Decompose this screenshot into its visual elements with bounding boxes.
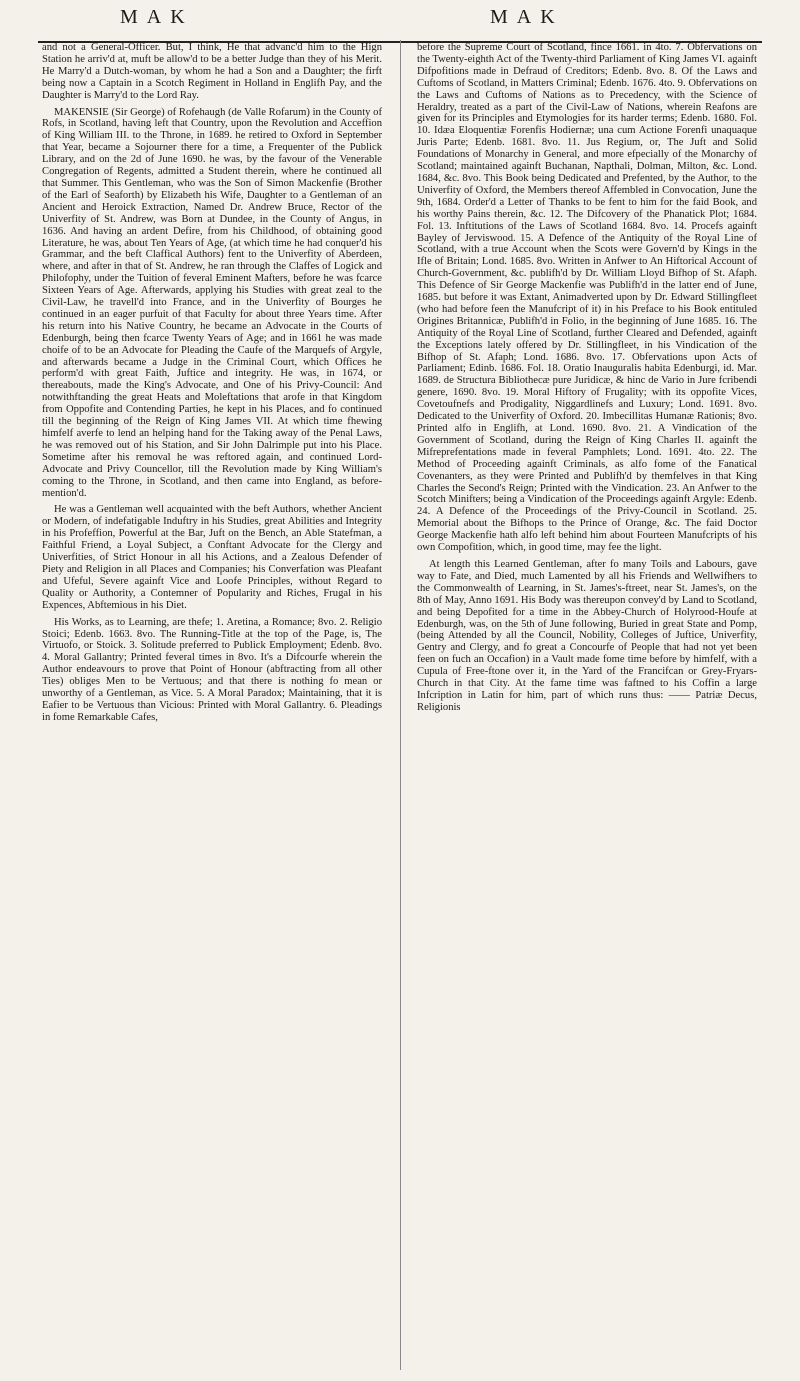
paragraph: MAKENSIE (Sir George) of Rofehaugh (de Valle Rofarum) in the County of Rofs, in Scotland, having left that Country, upon the Revolution and Acceffion of King William III. to the Throne, in 1689. he retired to Oxford in September that Year, became a Sojourner there for a time, a Frequenter of the Publick Library, and on the 2d of June 1690. he was, by the favour of the Venerable Congregation of Regents, admitted a Student therein, where he continued all that Summer. This Gentleman, who was the Son of Simon Mackenfie (Brother of the Earl of Seaforth) by Elizabeth his Wife, Daughter to a Gentleman of an Ancient and Heroick Extraction, Named Dr. Andrew Bruce, Rector of the Univerfity of St. Andrew, was Born at Dundee, in the County of Angus, in 1636. And having an ardent Defire, from his Childhood, of obtaining good Literature, he was, about Ten Years of Age, (at which time he had conquer'd his Grammar, and the beft Claffical Authors) fent to the Univerfity of Aberdeen, where, and after in that of St. Andrew, he ran through the Claffes of Logick and Philofophy, under the Tuition of feveral Eminent Mafters, before he was fcarce Sixteen Years of Age. Afterwards, applying his Studies with great zeal to the Civil-Law, he travell'd into France, and in the Univerfity of Bourges he continued in an eager purfuit of that Faculty for about three Years time. After his return into his Native Country, he became an Advocate in the Courts of Edenburgh, being then fcarce Twenty Years of Age; and in 1661 he was made choife of to be an Advocate for Pleading the Caufe of the Marquefs of Argyle, and afterwards became a Judge in the Criminal Court, which Offices he perform'd with great Faith, Juftice and integrity. He was, in 1674, or thereabouts, made the King's Advocate, and One of his Privy-Council: And notwithftanding the great Heats and Moleftations that arofe in that Kingdom from Oppofite and Contending Parties, he kept in his Places, and fo continued till the beginning of the Reign of King James VII. At which time fhewing himfelf averfe to lend an helping hand for the Taking away of the Penal Laws, he was removed out of his Station, and Sir John Dalrimple put into his Place. Sometime after his removal he was reftored again, and continued Lord-Advocate and Privy Councellor, till the Revolution made by King William's coming to the Throne, in Scotland, and then came into England, as before-mention'd. — [42, 106, 382, 499]
paragraph: before the Supreme Court of Scotland, fince 1661. in 4to. 7. Obfervations on the Twenty-eighth Act of the Twenty-third Parliament of King James VI. againft Difpofitions made in Defraud of Creditors; Edenb. 8vo. 8. Of the Laws and Cuftoms of Scotland, in Matters Criminal; Edenb. 1676. 4to. 9. Obfervations on the Laws and Cuftoms of Nations as to Precedency, with the Science of Heraldry, treated as a part of the Civil-Law of Nations, wherein Reafons are given for its Principles and Etymologies for its harder terms; Edenb. 1680. Fol. 10. Idæa Eloquentiæ Forenfis Hodiernæ; una cum Actione Forenfi unaquaque Juris Parte; Edenb. 1681. 8vo. 11. Jus Regium, or, The Juft and Solid Foundations of Monarchy in General, and more efpecially of the Monarchy of Scotland; maintained againft Buchanan, Napthali, Dolman, Milton, &c. Lond. 1684, &c. 8vo. This Book being Dedicated and Prefented, by the Author, to the Univerfity of Oxford, the Members thereof Affembled in Convocation, June the 9th, 1684. Order'd a Letter of Thanks to be fent to him for the faid Book, and his worthy Pains therein, &c. 12. The Difcovery of the Phanatick Plot; 1684. Fol. 13. Inftitutions of the Laws of Scotland 1684. 8vo. 14. Procefs againft Bayley of Jerviswood. 15. A Defence of the Antiquity of the Royal Line of Scotland, with a true Account when the Scots were Govern'd by Kings in the Ifle of Britain; Lond. 1685. 8vo. Written in Anfwer to An Hiftorical Account of Church-Government, &c. publifh'd by Dr. William Lloyd Bifhop of St. Afaph. This Defence of Sir George Mackenfie was Publifh'd in the latter end of June, 1685. but before it was Extant, Animadverted upon by Dr. Edward Stillingfleet (who had before feen the Manufcript of it) in his Preface to his Book entituled Origines Britannicæ, Publifh'd in Folio, in the beginning of June 1685. 16. The Antiquity of the Royal Line of Scotland, further Cleared and Defended, againft the Exceptions lately offered by Dr. Stillingfleet, in his Vindication of the Bifhop of St. Afaph; Lond. 1686. 8vo. 17. Obfervations upon Acts of Parliament; Edinb. 1686. Fol. 18. Oratio Inauguralis habita Edenburgi, id. Mar. 1689. de Structura Bibliothecæ pure Juridicæ, & hinc de Vario in Jure fcribendi genere, 1690. 8vo. 19. Moral Hiftory of Frugality; with its oppofite Vices, Covetoufnefs and Prodigality, Niggardlinefs and Luxury; Lond. 1691. 8vo. Dedicated to the Univerfity of Oxford. 20. Imbecillitas Humanæ Rationis; 8vo. Printed alfo in Englifh, at Lond. 1690. 8vo. 21. A Vindication of the Government of Scotland, during the Reign of King Charles II. againft the Mifreprefentations made in feveral Pamphlets; Lond. 1691. 4to. 22. The Method of Proceeding againft Criminals, as alfo fome of the Fanatical Covenanters, as they were Printed and Publifh'd by themfelves in that King Charles the Second's Reign; Printed with the Vindication. 23. An Anfwer to the Scotch Minifters; being a Vindication of the Proceedings againft Argyle: Edenb. 24. A Defence of the Proceedings of the Privy-Council in Scotland. 25. Memorial about the Bifhops to the Prince of Orange, &c. The faid Doctor George Mackenfie hath alfo left behind him about Fourteen Manufcripts of his own Compofition, which, in good time, may fee the light. — [417, 42, 757, 554]
running-head-right: MAK — [490, 6, 564, 28]
paragraph: He was a Gentleman well acquainted with the beft Authors, whether Ancient or Modern, of indefatigable Induftry in his Studies, great Abilities and Integrity in his Profeffion, Powerful at the Bar, Juft on the Bench, an Able Statefman, a Faithful Friend, a Loyal Subject, a Conftant Advocate for the Clergy and Univerfities, of Strict Honour in all his Actions, and a Zealous Defender of Piety and Religion in all Places and Companies; his Converfation was Pleafant and Ufeful, Severe againft Vice and Loofe Principles, without Regard to Quality or Authority, a Contemner of Popularity and Riches, Frugal in his Expences, Abftemious in his Diet. — [42, 504, 382, 611]
paragraph: At length this Learned Gentleman, after fo many Toils and Labours, gave way to Fate, and Died, much Lamented by all his Friends and Wellwifhers to the Commonwealth of Learning, in St. James's-ftreet, near St. James's, on the 8th of May, Anno 1691. His Body was thereupon convey'd by Land to Scotland, and being Depofited for a time in the Abbey-Church of Holyrood-Houfe at Edenburgh, was, on the 5th of June following, Buried in great State and Pomp, (being Attended by all the Council, Nobility, Colleges of Juftice, Univerfity, Gentry and Clergy, and fo great a Concourfe of People that had not yet been feen on fuch an Occafion) in a Vault made fome time before by himfelf, with a Cupula of Free-ftone over it, in the Yard of the Francifcan or Grey-Fryars-Church in that City. At the fame time was faftned to his Coffin a large Infcription in Latin for him, part of which runs thus: —— Patriæ Decus, Religionis — [417, 558, 757, 713]
right-column — [417, 42, 757, 719]
column-divider — [400, 40, 401, 1370]
paragraph: His Works, as to Learning, are thefe; 1. Aretina, a Romance; 8vo. 2. Religio Stoici; Edenb. 1663. 8vo. The Running-Title at the top of the Page, is, The Virtuofo, or Stoick. 3. Solitude preferred to Publick Employment; Edenb. 8vo. 4. Moral Gallantry; Printed feveral times in 8vo. It's a Difcourfe wherein the Author endeavours to prove that Point of Honour (abftracting from all other Ties) obliges Men to be Vertuous; and that there is nothing fo mean or unworthy of a Gentleman, as Vice. 5. A Moral Paradox; Maintaining, that it is Eafier to be Vertuous than Vicious: Printed with Moral Gallantry. 6. Pleadings in fome Remarkable Cafes, — [42, 616, 382, 723]
running-head-left: MAK — [120, 6, 194, 28]
paragraph: and not a General-Officer. But, I think, He that advanc'd him to the Hign Station he arriv'd at, muft be allow'd to be a better Judge than they of his Merit. He Marry'd a Dutch-woman, by whom he had a Son and a Daughter; the firft being now a Captain in a Scotch Regiment in Holland in Englifh Pay, and the Daughter is Marry'd to the Lord Ray. — [42, 42, 382, 101]
left-column — [42, 42, 382, 729]
